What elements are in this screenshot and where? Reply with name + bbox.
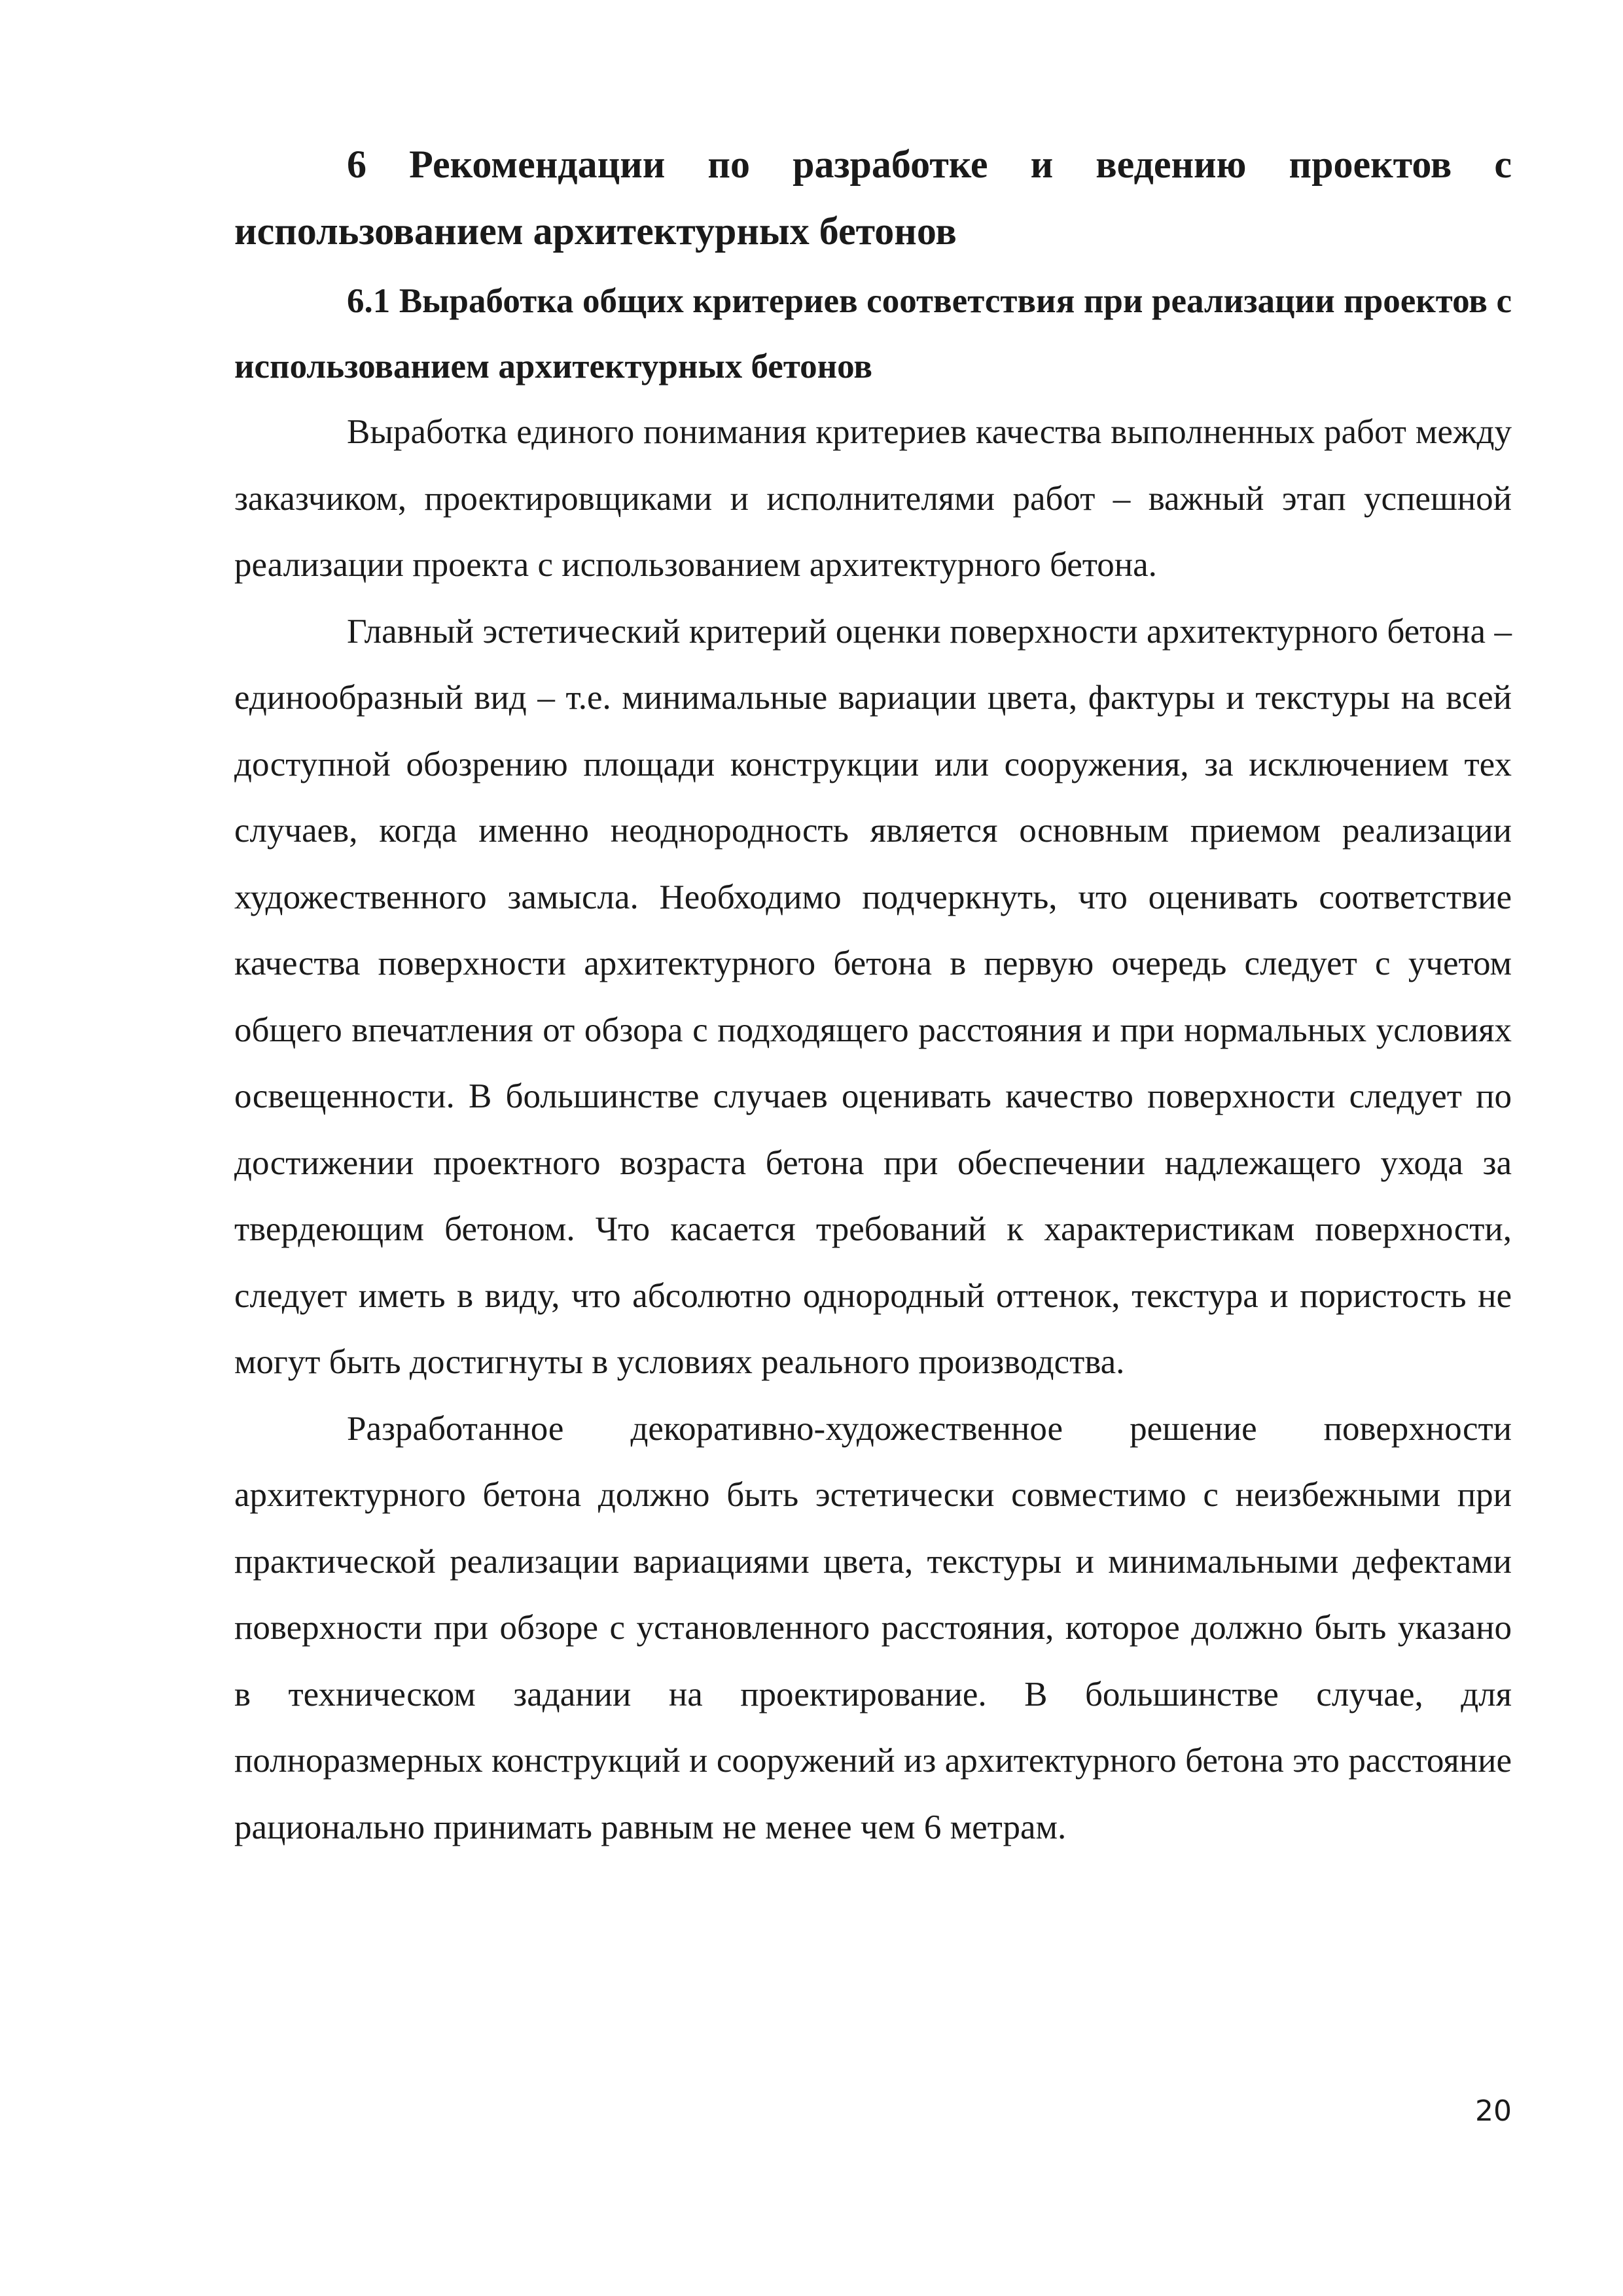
page-number: 20 bbox=[1475, 2094, 1512, 2128]
section-heading: 6 Рекомендации по разработке и ведению проектов с использованием архитектурных бетонов bbox=[234, 143, 1512, 253]
paragraph-1: Выработка единого понимания критериев качества выполненных работ между заказчиком, проектировщиками и исполнителями работ – важный этап успешной реализации проекта с использованием архитектурного бетона. bbox=[234, 413, 1512, 584]
paragraph-2: Главный эстетический критерий оценки поверхности архитектурного бетона – единообразный вид – т.е. минимальные вариации цвета, фактуры и текстуры на всей доступной обозрению площади конструкции или сооружения, за исключением тех случаев, когда именно неоднородность является основным приемом реализации художественного замысла. Необходимо подчеркнуть, что оценивать соответствие качества поверхности архитектурного бетона в первую очередь следует с учетом общего впечатления от обзора с подходящего расстояния и при нормальных условиях освещенности. В большинстве случаев оценивать качество поверхности следует по достижении проектного возраста бетона при обеспечении надлежащего ухода за твердеющим бетоном. Что касается требований к характеристикам поверхности, следует иметь в виду, что абсолютно однородный оттенок, текстура и пористость не могут быть достигнуты в условиях реального производства. bbox=[234, 612, 1512, 1381]
document-page bbox=[234, 131, 1512, 1861]
paragraph-3: Разработанное декоративно-художественное решение поверхности архитектурного бетона должно быть эстетически совместимо с неизбежными при практической реализации вариациями цвета, текстуры и минимальными дефектами поверхности при обзоре с установленного расстояния, которое должно быть указано в техническом задании на проектирование. В большинстве случае, для полноразмерных конструкций и сооружений из архитектурного бетона это расстояние рационально принимать равным не менее чем 6 метрам. bbox=[234, 1409, 1512, 1846]
subsection-heading: 6.1 Выработка общих критериев соответствия при реализации проектов с использованием архитектурных бетонов bbox=[234, 282, 1512, 386]
